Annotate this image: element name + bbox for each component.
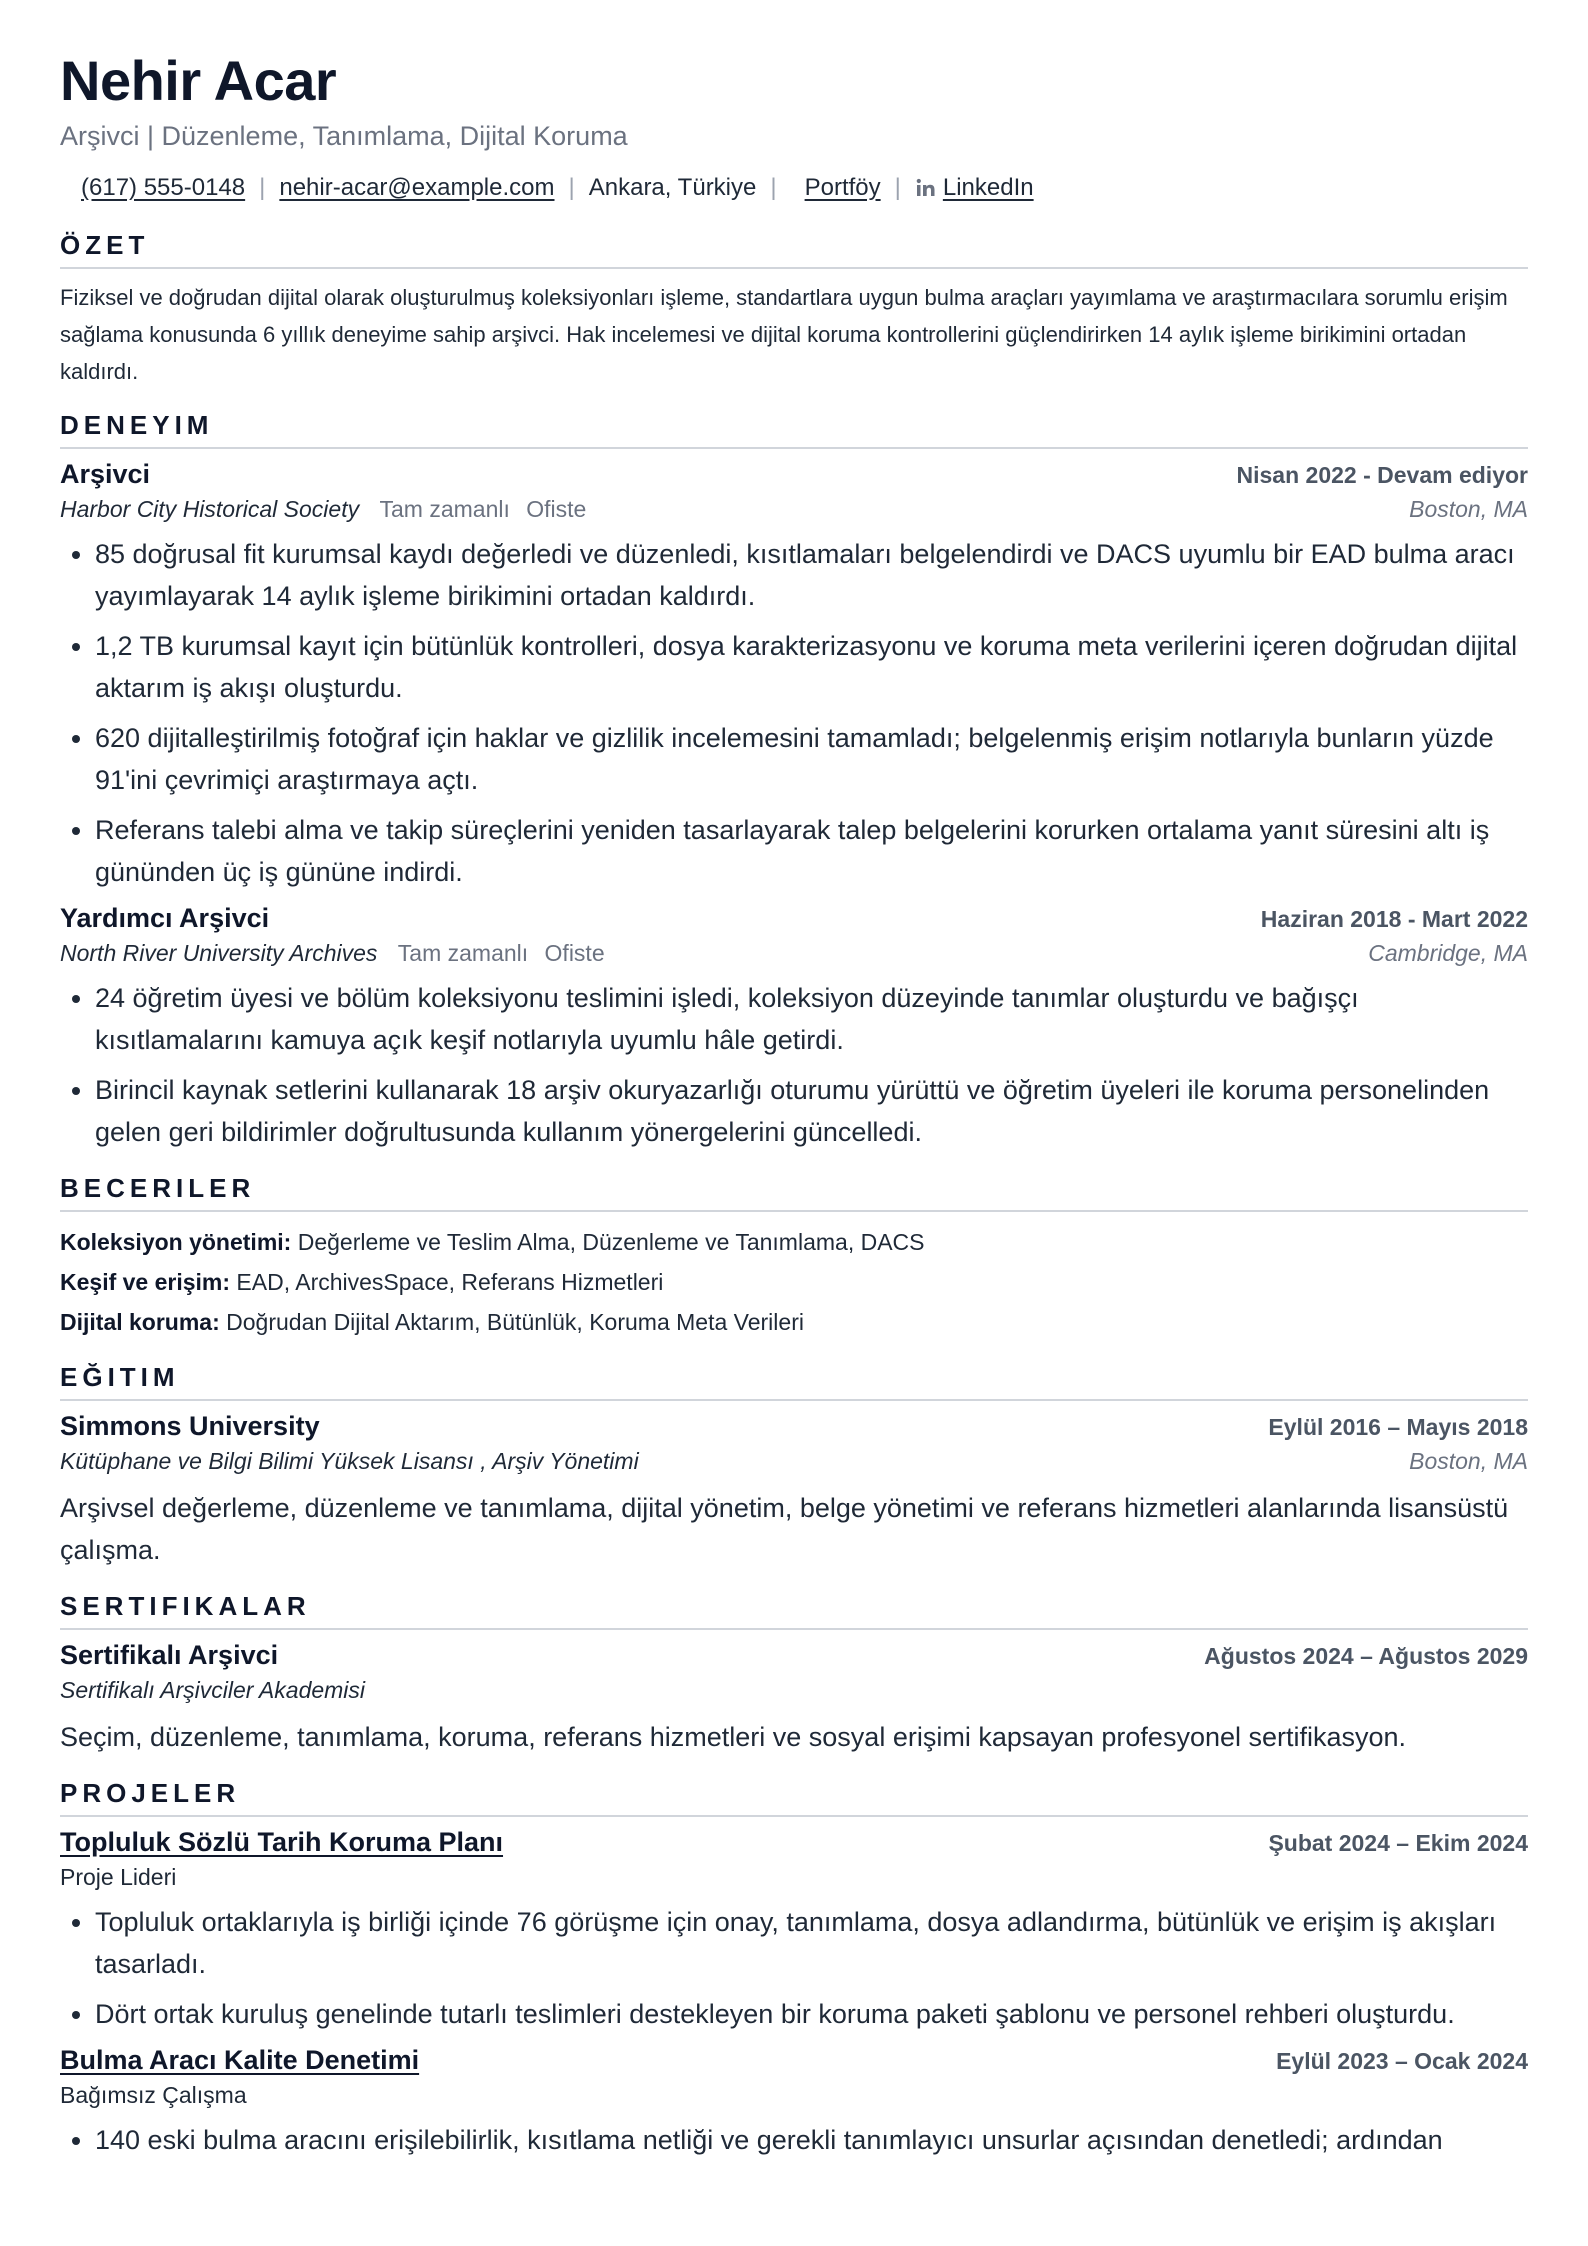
skill-label: Keşif ve erişim: bbox=[60, 1268, 231, 1295]
certification-issuer: Sertifikalı Arşivciler Akademisi bbox=[60, 1676, 366, 1703]
job-title: Yardımcı Arşivci bbox=[60, 902, 270, 933]
portfolio-link[interactable]: Portföy bbox=[804, 173, 881, 201]
bullet-item: • 85 doğrusal fit kurumsal kaydı değerledi ve düzenledi, kısıtlamaları belgelendirdi ve DACS uyumlu bir EAD bulma aracı yayımlayarak 14 aylık işleme birikimini ortadan kaldırdı. bbox=[95, 533, 1528, 617]
linkedin-link[interactable]: LinkedIn bbox=[942, 173, 1034, 201]
certification-name: Sertifikalı Arşivci bbox=[60, 1639, 279, 1670]
project-role: Bağımsız Çalışma bbox=[60, 2081, 247, 2108]
separator: | bbox=[894, 173, 901, 201]
education-dates: Eylül 2016 – Mayıs 2018 bbox=[1268, 1413, 1528, 1440]
job-bullets bbox=[60, 977, 1528, 1153]
experience-heading: DENEYIM bbox=[60, 410, 1528, 449]
bullet-item: • Dört ortak kuruluş genelinde tutarlı teslimleri destekleyen bir koruma paketi şablonu ve personel rehberi oluşturdu. bbox=[95, 1993, 1528, 2035]
email-link[interactable]: nehir-acar@example.com bbox=[279, 173, 555, 201]
separator: | bbox=[770, 173, 777, 201]
skill-label: Dijital koruma: bbox=[60, 1308, 220, 1335]
location-text: Ankara, Türkiye bbox=[588, 173, 757, 201]
job-type: Tam zamanlı bbox=[379, 495, 510, 522]
project-dates: Eylül 2023 – Ocak 2024 bbox=[1276, 2047, 1528, 2074]
skill-label: Koleksiyon yönetimi: bbox=[60, 1228, 292, 1255]
certification-description: Seçim, düzenleme, tanımlama, koruma, referans hizmetleri ve sosyal erişimi kapsayan profesyonel sertifikasyon. bbox=[60, 1721, 1407, 1752]
summary-heading: ÖZET bbox=[60, 230, 1528, 269]
project-entry bbox=[60, 2045, 1528, 2161]
skill-value: EAD, ArchivesSpace, Referans Hizmetleri bbox=[236, 1268, 664, 1295]
summary-text: Fiziksel ve doğrudan dijital olarak oluşturulmuş koleksiyonları işleme, standartlara uygun bulma araçları yayımlama ve araştırmacılara sorumlu erişim sağlama konusunda 6 yıllık deneyime sahip arşivci. Hak incelemesi ve dijital koruma kontrollerini güçlendirirken 14 aylık işleme birikimini ortadan kaldırdı. bbox=[60, 284, 1508, 384]
bullet-item: • Topluluk ortaklarıyla iş birliği içinde 76 görüşme için onay, tanımlama, dosya adlandırma, bütünlük ve erişim iş akışları tasarladı. bbox=[95, 1901, 1528, 1985]
job-title: Arşivci bbox=[60, 458, 151, 489]
bullet-item: • Referans talebi alma ve takip süreçlerini yeniden tasarlayarak talep belgelerini korurken ortalama yanıt süresini altı iş gününden üç iş gününe indirdi. bbox=[95, 809, 1528, 893]
project-bullets bbox=[60, 1901, 1528, 2035]
skill-row bbox=[60, 1262, 1528, 1302]
job-location: Boston, MA bbox=[1409, 495, 1528, 522]
bullet-item: • 1,2 TB kurumsal kayıt için bütünlük kontrolleri, dosya karakterizasyonu ve koruma meta verilerini içeren doğrudan dijital aktarım iş akışı oluşturdu. bbox=[95, 625, 1528, 709]
project-bullets bbox=[60, 2119, 1528, 2161]
education-heading: EĞITIM bbox=[60, 1362, 1528, 1401]
job-location: Cambridge, MA bbox=[1368, 939, 1528, 966]
job-entry bbox=[60, 459, 1528, 893]
job-bullets bbox=[60, 533, 1528, 893]
bullet-item: • 620 dijitalleştirilmiş fotoğraf için haklar ve gizlilik incelemesini tamamladı; belgelenmiş erişim notlarıyla bunların yüzde 91'ini çevrimiçi araştırmaya açtı. bbox=[95, 717, 1528, 801]
separator: | bbox=[259, 173, 266, 201]
project-dates: Şubat 2024 – Ekim 2024 bbox=[1268, 1829, 1528, 1856]
phone-link[interactable]: (617) 555-0148 bbox=[81, 173, 246, 201]
job-mode: Ofiste bbox=[544, 939, 605, 966]
certifications-heading: SERTIFIKALAR bbox=[60, 1591, 1528, 1630]
degree-name: Kütüphane ve Bilgi Bilimi Yüksek Lisansı , Arşiv Yönetimi bbox=[60, 1447, 639, 1474]
job-organization: Harbor City Historical Society bbox=[60, 495, 360, 522]
job-dates: Haziran 2018 - Mart 2022 bbox=[1260, 905, 1528, 932]
job-dates: Nisan 2022 - Devam ediyor bbox=[1236, 461, 1528, 488]
education-description: Arşivsel değerleme, düzenleme ve tanımlama, dijital yönetim, belge yönetimi ve referans hizmetleri alanlarında lisansüstü çalışma. bbox=[60, 1492, 1509, 1565]
candidate-name: Nehir Acar bbox=[60, 49, 337, 112]
linkedin-icon bbox=[915, 177, 937, 199]
skill-row bbox=[60, 1302, 1528, 1342]
project-title-link[interactable]: Topluluk Sözlü Tarih Koruma Planı bbox=[60, 1826, 504, 1857]
project-role: Proje Lideri bbox=[60, 1863, 177, 1890]
bullet-item: • 24 öğretim üyesi ve bölüm koleksiyonu teslimini işledi, koleksiyon düzeyinde tanımlar oluşturdu ve bağışçı kısıtlamalarını kamuya açık keşif notlarıyla uyumlu hâle getirdi. bbox=[95, 977, 1528, 1061]
job-organization: North River University Archives bbox=[60, 939, 378, 966]
bullet-item: • Birincil kaynak setlerini kullanarak 18 arşiv okuryazarlığı oturumu yürüttü ve öğretim üyeleri ile koruma personelinden gelen geri bildirimler doğrultusunda kullanım yönergelerini güncelledi. bbox=[95, 1069, 1528, 1153]
education-location: Boston, MA bbox=[1409, 1447, 1528, 1474]
skill-row bbox=[60, 1222, 1528, 1262]
project-entry bbox=[60, 1827, 1528, 2035]
projects-heading: PROJELER bbox=[60, 1778, 1528, 1817]
skill-value: Doğrudan Dijital Aktarım, Bütünlük, Koruma Meta Verileri bbox=[226, 1308, 804, 1335]
school-name: Simmons University bbox=[60, 1410, 320, 1441]
bullet-item: • 140 eski bulma aracını erişilebilirlik, kısıtlama netliği ve gerekli tanımlayıcı unsurlar açısından denetledi; ardından bbox=[95, 2119, 1528, 2161]
project-title-link[interactable]: Bulma Aracı Kalite Denetimi bbox=[60, 2044, 420, 2075]
job-type: Tam zamanlı bbox=[397, 939, 529, 966]
job-entry bbox=[60, 903, 1528, 1153]
separator: | bbox=[568, 173, 575, 201]
candidate-headline: Arşivci | Düzenleme, Tanımlama, Dijital Koruma bbox=[60, 120, 628, 151]
skill-value: Değerleme ve Teslim Alma, Düzenleme ve Tanımlama, DACS bbox=[297, 1228, 925, 1255]
certification-dates: Ağustos 2024 – Ağustos 2029 bbox=[1204, 1642, 1528, 1669]
contact-bar bbox=[60, 174, 1528, 202]
job-mode: Ofiste bbox=[526, 495, 587, 522]
skills-heading: BECERILER bbox=[60, 1173, 1528, 1212]
